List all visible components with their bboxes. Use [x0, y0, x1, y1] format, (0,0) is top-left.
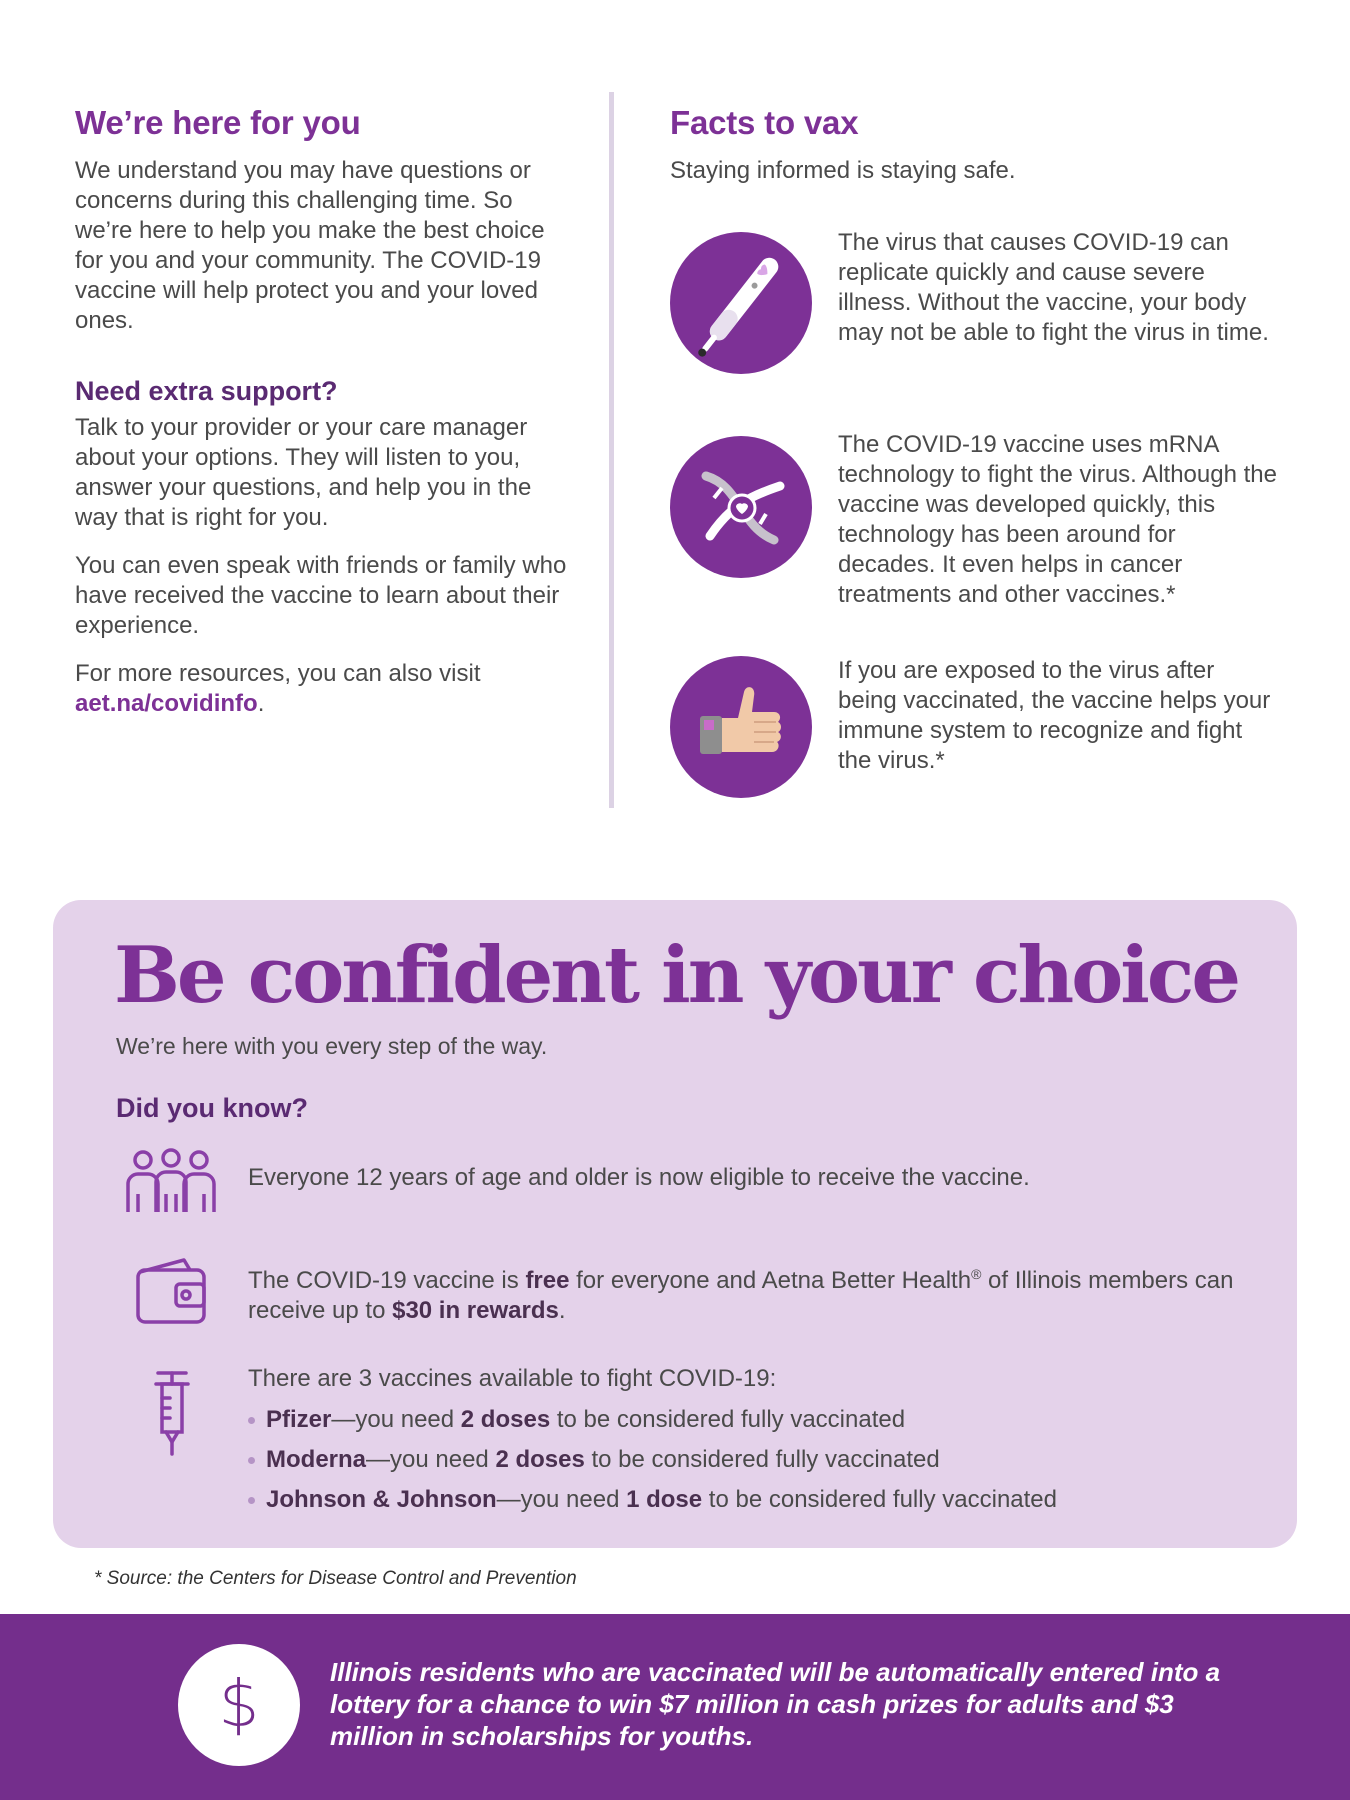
rewards-part3: of Illinois members can receive up to	[248, 1267, 1234, 1324]
support-heading: Need extra support?	[75, 376, 338, 406]
rewards-free: free	[525, 1267, 570, 1294]
support-paragraph-2: You can even speak with friends or family who have received the vaccine to learn about their experience.	[75, 552, 567, 639]
source-footnote: * Source: the Centers for Disease Control and Prevention	[94, 1568, 577, 1589]
rewards-part2: for everyone and Aetna Better Health	[569, 1267, 972, 1294]
resources-prefix: For more resources, you can also visit	[75, 660, 481, 687]
people-group-icon	[124, 1148, 218, 1219]
rewards-part1: The COVID-19 vaccine is	[248, 1267, 526, 1294]
vaccine-name: Moderna	[266, 1446, 367, 1473]
rewards-text	[248, 1259, 1248, 1326]
wallet-icon	[134, 1256, 210, 1331]
eligibility-text: Everyone 12 years of age and older is now eligible to receive the vaccine.	[248, 1164, 1030, 1191]
thumbs-up-icon	[670, 656, 812, 798]
thermometer-icon	[670, 232, 812, 374]
resources-suffix: .	[257, 690, 265, 717]
rewards-part4: .	[558, 1297, 566, 1324]
dollar-icon	[178, 1644, 300, 1766]
dollar-symbol: $	[218, 1668, 260, 1742]
did-you-know-heading: Did you know?	[116, 1093, 308, 1123]
vaccine-doses: 1 dose	[626, 1486, 703, 1513]
vaccine-name: Pfizer	[266, 1406, 332, 1433]
facts-heading: Facts to vax	[670, 104, 859, 141]
dna-icon	[670, 436, 812, 578]
vaccine-post: to be considered fully vaccinated	[550, 1406, 906, 1433]
vaccines-block	[248, 1364, 1248, 1520]
rewards-amount: $30 in rewards	[392, 1297, 559, 1324]
heres-for-you-heading: We’re here for you	[75, 104, 361, 141]
confidence-title: Be confident in your choice	[114, 930, 1238, 1021]
vaccine-doses: 2 doses	[460, 1406, 551, 1433]
facts-subtitle: Staying informed is staying safe.	[670, 157, 1016, 184]
right-column	[670, 104, 1290, 774]
fact-text: If you are exposed to the virus after being vaccinated, the vaccine helps your immune system to recognize and fight the virus.*	[838, 657, 1271, 774]
fact-text: The COVID-19 vaccine uses mRNA technology to fight the virus. Although the vaccine was developed quickly, this technology has been around for decades. It even helps in cancer treatments and other vaccines.*	[838, 431, 1277, 608]
resources-paragraph	[75, 659, 575, 719]
vaccine-list	[248, 1400, 1248, 1520]
registered-mark: ®	[971, 1266, 982, 1282]
fact-text: The virus that causes COVID-19 can replicate quickly and cause severe illness. Without the vaccine, your body may not be able to fight the virus in time.	[838, 229, 1269, 346]
vaccines-intro: There are 3 vaccines available to fight COVID-19:	[248, 1365, 777, 1392]
covidinfo-link[interactable]: aet.na/covidinfo	[75, 690, 258, 717]
vaccine-pre: —you need	[366, 1446, 496, 1473]
support-paragraph-1: Talk to your provider or your care manager about your options. They will listen to you, answer your questions, and help you in the way that is right for you.	[75, 414, 532, 531]
syringe-icon	[150, 1370, 194, 1461]
vaccine-pre: —you need	[331, 1406, 461, 1433]
intro-paragraph: We understand you may have questions or concerns during this challenging time. So we’re here to help you make the best choice for you and your community. The COVID-19 vaccine will help protect you and your loved ones.	[75, 157, 545, 334]
list-item	[248, 1400, 1248, 1440]
vaccine-post: to be considered fully vaccinated	[584, 1446, 940, 1473]
vaccine-name: Johnson & Johnson	[266, 1486, 497, 1513]
vaccine-post: to be considered fully vaccinated	[702, 1486, 1058, 1513]
column-divider	[609, 92, 614, 808]
vaccine-doses: 2 doses	[495, 1446, 585, 1473]
lottery-text: Illinois residents who are vaccinated will be automatically entered into a lottery for a chance to win $7 million in cash prizes for adults and $3 million in scholarships for youths.	[330, 1657, 1221, 1751]
confidence-subtitle: We’re here with you every step of the way.	[116, 1033, 548, 1059]
vaccine-pre: —you need	[496, 1486, 627, 1513]
list-item	[248, 1480, 1248, 1520]
list-item	[248, 1440, 1248, 1480]
left-column	[75, 104, 575, 719]
